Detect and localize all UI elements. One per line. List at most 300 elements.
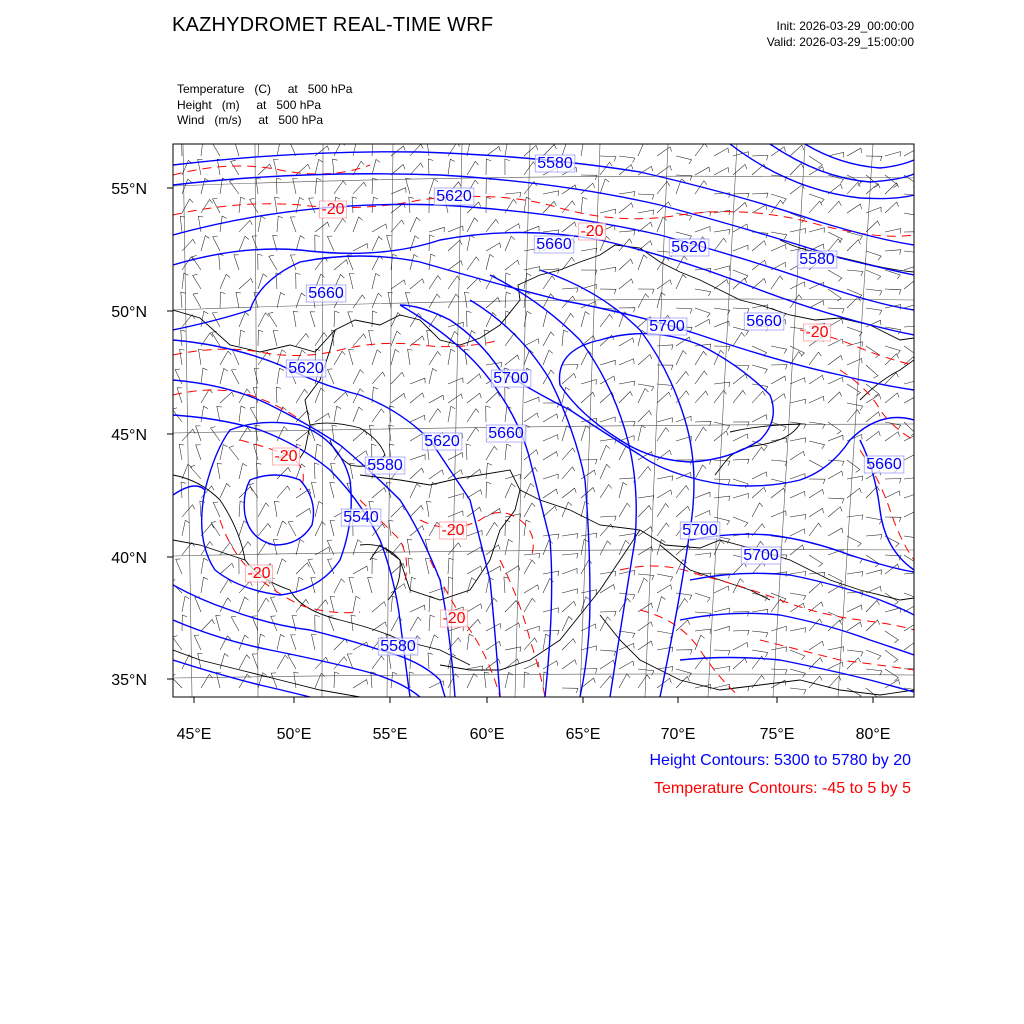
wind-barb: [182, 542, 195, 555]
wind-barb: [828, 507, 842, 517]
wind-barb: [372, 350, 381, 365]
wind-barb: [866, 289, 882, 296]
wind-barb: [581, 351, 592, 365]
wind-barb: [486, 219, 499, 232]
temperature-label: -20: [321, 201, 345, 218]
wind-barb: [258, 503, 269, 517]
wind-barb: [847, 410, 860, 422]
wind-barb: [600, 585, 615, 593]
wind-barb: [409, 672, 414, 688]
tick-marks: [167, 188, 873, 703]
wind-barb: [619, 192, 635, 197]
wind-barb: [524, 467, 537, 479]
wind-barb: [581, 460, 597, 465]
wind-barb: [296, 334, 309, 347]
height-label: 5660: [746, 313, 782, 330]
wind-barb: [790, 145, 804, 156]
wind-barb: [752, 305, 768, 310]
wind-barb: [296, 508, 311, 517]
wind-barb: [619, 674, 630, 688]
wind-barb: [714, 321, 729, 327]
wind-barb: [349, 578, 354, 594]
wind-barb: [369, 330, 374, 346]
wind-barb: [847, 359, 862, 366]
wind-barb: [543, 435, 558, 441]
wind-barb: [676, 308, 692, 314]
wind-barb: [253, 388, 258, 403]
wind-barb: [239, 521, 248, 536]
wind-barb: [524, 560, 535, 574]
wind-barb: [809, 641, 824, 650]
wind-barb: [407, 539, 412, 555]
wind-barb: [410, 255, 418, 271]
wind-barb: [296, 540, 304, 556]
wind-barb: [505, 623, 520, 631]
wind-barb: [391, 220, 404, 232]
wind-barb: [771, 232, 787, 239]
wind-barb: [524, 273, 531, 289]
wind-barb: [505, 355, 519, 365]
wind-barb: [182, 140, 187, 156]
wind-barb: [733, 434, 748, 441]
wind-barb: [389, 653, 394, 669]
wind-barb: [524, 554, 540, 559]
wind-barb: [619, 338, 634, 346]
wind-barb: [196, 426, 201, 441]
wind-barb: [581, 646, 597, 651]
wind-barb: [790, 529, 805, 536]
wind-barb: [201, 558, 208, 574]
height-label: 5620: [436, 188, 472, 205]
wind-barb: [524, 638, 537, 650]
wind-barb: [466, 444, 471, 460]
wind-barb: [410, 455, 425, 460]
wind-barb: [239, 220, 252, 232]
wind-barb: [790, 346, 804, 357]
wind-barb: [315, 388, 325, 403]
wind-barb: [714, 650, 730, 655]
wind-barb: [581, 590, 597, 595]
wind-barb: [714, 308, 730, 315]
wind-barb: [467, 604, 482, 612]
wind-barb: [330, 483, 335, 498]
wind-barb: [505, 193, 521, 198]
wind-barb: [562, 601, 576, 612]
wind-barb: [467, 393, 481, 403]
wind-barb: [486, 159, 491, 175]
lon-label: 60°E: [469, 726, 505, 743]
wind-barb: [288, 654, 296, 669]
wind-barb: [771, 669, 787, 674]
wind-barb: [790, 282, 805, 289]
wind-barb: [638, 467, 651, 480]
wind-barb: [220, 392, 234, 403]
wind-barb: [657, 384, 673, 390]
wind-barb: [638, 527, 652, 536]
wind-barb: [790, 593, 806, 600]
wind-barb: [182, 520, 190, 536]
wind-barb: [213, 198, 221, 213]
map-title: KAZHYDROMET REAL-TIME WRF: [172, 14, 494, 36]
wind-barb: [213, 236, 220, 251]
wind-barb: [505, 566, 520, 574]
wind-barb: [562, 141, 571, 156]
wind-barb: [429, 352, 441, 366]
wind-barb: [657, 631, 673, 638]
wind-barb: [828, 498, 844, 503]
wind-barb: [733, 642, 748, 650]
height-label: 5580: [367, 457, 403, 474]
lon-label: 45°E: [176, 726, 212, 743]
wind-barb: [505, 159, 510, 175]
wind-barb: [254, 368, 259, 384]
wind-barb: [543, 350, 553, 365]
wind-barb: [234, 141, 239, 156]
wind-barb: [486, 178, 491, 194]
wind-barb: [353, 430, 367, 441]
wind-barb: [334, 579, 345, 593]
wind-barb: [220, 369, 228, 385]
wind-barb: [904, 380, 920, 385]
wind-barb: [904, 395, 919, 403]
wind-barb: [333, 159, 338, 175]
wind-barb: [638, 496, 654, 501]
wind-barb: [201, 389, 213, 403]
wind-barb: [467, 257, 479, 270]
wind-barb: [182, 615, 187, 631]
wind-barb: [847, 204, 862, 213]
wind-barb: [562, 467, 575, 479]
wind-barb: [258, 524, 271, 537]
wind-barb: [486, 243, 501, 251]
wind-barb: [334, 657, 347, 669]
wind-barb: [600, 571, 616, 576]
wind-barb: [277, 468, 290, 480]
lon-label: 75°E: [759, 726, 795, 743]
lon-label: 65°E: [565, 726, 601, 743]
wind-barb: [391, 188, 406, 194]
wind-barb: [250, 407, 258, 422]
wind-barb: [372, 237, 382, 252]
wind-barb: [600, 179, 609, 194]
wind-barb: [790, 451, 805, 460]
wind-barb: [828, 377, 843, 384]
wind-barb: [353, 407, 363, 422]
wind-barb: [809, 676, 822, 688]
wind-barb: [277, 655, 288, 669]
wind-barb: [771, 394, 786, 403]
wind-barb: [273, 330, 278, 346]
wind-barb: [885, 608, 901, 613]
wind-barb: [828, 308, 844, 313]
wind-barb: [296, 236, 305, 251]
wind-barb: [790, 474, 805, 479]
wind-barb: [173, 636, 183, 650]
wind-barb: [315, 444, 322, 460]
wind-barb: [389, 520, 394, 536]
wind-barb: [809, 228, 824, 233]
wind-barb: [885, 393, 899, 403]
wind-barb: [733, 630, 749, 635]
wind-barb: [211, 427, 220, 441]
wind-barb: [676, 351, 687, 365]
wind-barb: [638, 603, 653, 612]
wind-barb: [562, 534, 578, 539]
wind-barb: [657, 490, 672, 498]
wind-barb: [600, 289, 616, 294]
wind-barb: [752, 346, 767, 356]
wind-barb: [505, 647, 521, 652]
wind-barb: [638, 622, 653, 631]
wind-barb: [600, 360, 615, 365]
wind-barb: [465, 292, 470, 308]
wind-barb: [427, 330, 432, 346]
wind-barb: [387, 236, 392, 251]
wind-barb: [885, 432, 900, 441]
wind-barb: [467, 566, 482, 574]
wind-barb: [752, 503, 763, 517]
wind-barb: [828, 471, 843, 479]
wind-barb: [372, 372, 385, 384]
wind-barb: [277, 559, 286, 574]
height-label: 5700: [493, 370, 529, 387]
wind-barb: [885, 422, 901, 430]
wind-barb: [619, 203, 633, 213]
height-label: 5660: [308, 285, 344, 302]
wind-barb: [695, 391, 708, 403]
wind-barb: [372, 224, 387, 232]
wind-barb: [790, 545, 804, 555]
wind-barb: [638, 289, 654, 294]
wind-barb: [486, 482, 491, 498]
wind-barb: [391, 280, 406, 289]
wind-barb: [448, 294, 459, 308]
wind-barb: [695, 553, 711, 558]
wind-barb: [310, 312, 315, 327]
wind-barb: [448, 511, 463, 517]
wind-barb: [201, 577, 208, 593]
wind-barb: [714, 431, 728, 441]
wind-barb: [505, 483, 515, 498]
wind-barb: [771, 365, 787, 370]
wind-barb: [277, 634, 285, 650]
wind-barb: [562, 554, 578, 559]
wind-barb: [372, 602, 386, 612]
wind-barb: [581, 392, 595, 403]
wind-barb: [657, 392, 671, 403]
wind-barb: [271, 597, 278, 612]
wind-barb: [771, 346, 787, 354]
wind-barb: [638, 354, 652, 365]
wind-barb: [182, 257, 194, 270]
wind-barb: [714, 148, 729, 156]
wind-barb: [277, 178, 282, 194]
height-label: 5700: [743, 547, 779, 564]
wind-barb: [695, 465, 706, 479]
wind-barb: [429, 596, 435, 612]
wind-barb: [332, 425, 337, 441]
wind-barb: [847, 536, 861, 547]
wind-barb: [427, 501, 432, 517]
wind-barb: [828, 356, 842, 366]
wind-barb: [695, 308, 710, 317]
wind-barb: [847, 650, 863, 657]
wind-barb: [239, 278, 253, 289]
wind-barb: [638, 194, 654, 200]
wind-barb: [334, 672, 339, 688]
wind-barb: [258, 216, 266, 232]
wind-barb: [581, 426, 590, 441]
wind-barb: [175, 369, 182, 384]
wind-barb: [714, 586, 729, 593]
wind-barb: [182, 505, 195, 517]
wind-barb: [353, 182, 366, 194]
height-label: 5620: [288, 360, 324, 377]
wind-barb: [425, 558, 430, 574]
temperature-label: -20: [805, 324, 829, 341]
wind-barb: [714, 608, 730, 613]
wind-barb: [353, 244, 368, 251]
wind-barb: [177, 388, 182, 403]
temperature-label: -20: [442, 610, 466, 627]
wind-barb: [408, 558, 413, 574]
wind-barb: [334, 351, 345, 365]
wind-barb: [334, 219, 346, 232]
wind-barb: [201, 368, 208, 384]
wind-barb: [638, 411, 652, 422]
wind-barb: [904, 251, 920, 257]
wind-barb: [790, 688, 806, 694]
wind-barb: [254, 445, 259, 460]
wind-barb: [790, 669, 805, 677]
wind-barb: [275, 197, 280, 213]
wind-barb: [904, 573, 920, 578]
wind-barb: [288, 521, 296, 536]
wind-barb: [182, 429, 195, 441]
wind-barb: [733, 390, 746, 403]
wind-barb: [562, 448, 575, 460]
wind-barb: [448, 543, 461, 555]
wind-barb: [695, 167, 710, 175]
wind-barb: [353, 680, 368, 688]
wind-barb: [315, 235, 320, 251]
wind-barb: [258, 598, 269, 612]
wind-barb: [581, 539, 589, 555]
wind-barb: [790, 491, 805, 498]
wind-barb: [866, 517, 882, 524]
variable-height: Height (m) at 500 hPa: [177, 97, 322, 112]
wind-barb: [486, 463, 492, 479]
wind-barb: [239, 427, 251, 441]
wind-barb: [562, 426, 571, 441]
wind-barb: [252, 654, 258, 669]
wind-barb: [428, 159, 433, 175]
temperature-label: -20: [247, 565, 271, 582]
wind-barb: [314, 463, 319, 479]
wind-barb: [258, 164, 272, 175]
wind-barb: [505, 601, 518, 613]
wind-barb: [505, 224, 520, 232]
wind-barb: [372, 273, 380, 289]
lon-label: 80°E: [855, 726, 891, 743]
wind-barb: [201, 406, 208, 422]
wind-barb: [752, 487, 766, 498]
wind-barb: [524, 145, 538, 156]
wind-barb: [581, 140, 588, 156]
wind-barb: [828, 232, 842, 243]
wind-barb: [467, 235, 475, 251]
wind-barb: [581, 560, 592, 574]
wind-barb: [866, 395, 881, 404]
wind-barb: [410, 393, 424, 403]
wind-barb: [885, 491, 900, 498]
wind-barb: [349, 350, 354, 365]
temperature-label: -20: [274, 448, 298, 465]
wind-barb: [524, 162, 536, 175]
wind-barb: [619, 259, 633, 270]
wind-barb: [790, 229, 806, 234]
wind-barb: [828, 662, 843, 669]
wind-barb: [809, 396, 824, 403]
wind-barb: [733, 422, 749, 427]
wind-barb: [866, 207, 881, 213]
wind-barb: [448, 159, 455, 175]
wind-barb: [353, 140, 361, 156]
wind-barb: [866, 650, 881, 660]
wind-barb: [277, 368, 284, 384]
wind-barb: [176, 559, 182, 574]
wind-barb: [349, 273, 354, 289]
wind-barb: [638, 425, 646, 441]
wind-barb: [562, 617, 572, 632]
wind-barb: [562, 589, 578, 594]
wind-barb: [448, 276, 460, 289]
wind-barb: [296, 563, 310, 574]
wind-barb: [676, 486, 689, 498]
wind-barb: [771, 647, 787, 652]
wind-barb: [429, 227, 444, 232]
lat-label: 50°N: [111, 304, 147, 321]
wind-barb: [581, 175, 597, 180]
wind-barb: [410, 468, 424, 479]
wind-barb: [638, 641, 653, 650]
lon-label: 70°E: [660, 726, 696, 743]
wind-barb: [847, 460, 860, 472]
wind-barb: [258, 140, 264, 156]
wind-barb: [752, 193, 768, 198]
wind-barb: [752, 155, 768, 160]
wind-barb: [220, 579, 232, 593]
wind-barb: [619, 570, 635, 575]
wind-barb: [293, 178, 298, 194]
wind-barb: [524, 483, 534, 498]
wind-barb: [733, 270, 748, 280]
temperature-label: -20: [580, 223, 604, 240]
wind-barb: [410, 526, 424, 536]
wind-barb: [657, 574, 673, 581]
height-label: 5580: [537, 155, 573, 172]
wind-barb: [543, 489, 558, 498]
wind-barb: [847, 476, 863, 481]
wind-barb: [368, 578, 373, 593]
wind-barb: [695, 427, 706, 441]
wind-barb: [211, 521, 220, 536]
wind-barb: [619, 308, 635, 313]
wind-barb: [410, 484, 421, 498]
wind-barb: [277, 216, 283, 232]
wind-barb: [277, 521, 286, 536]
wind-barb: [429, 409, 441, 422]
